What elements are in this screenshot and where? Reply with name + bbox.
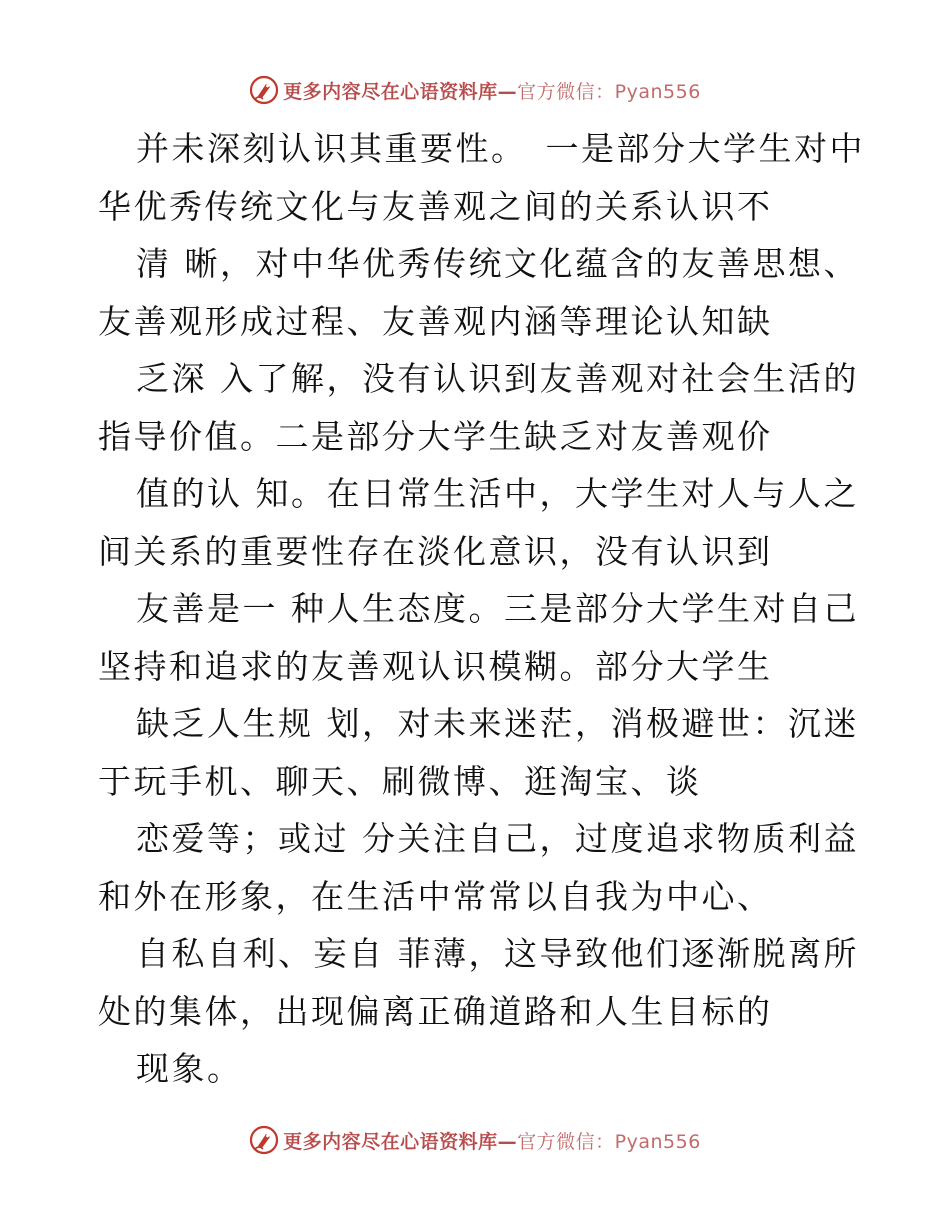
- body-line: 处的集体，出现偏离正确道路和人生目标的: [98, 991, 773, 1031]
- body-line: 和外在形象，在生活中常常以自我为中心、: [98, 876, 773, 916]
- pen-nib-logo-icon: [249, 1125, 279, 1155]
- body-line: 指导价值。二是部分大学生缺乏对友善观价: [98, 416, 773, 456]
- body-line: 现象。: [136, 1049, 243, 1088]
- body-line: 间关系的重要性存在淡化意识，没有认识到: [98, 531, 773, 571]
- body-line: 清 晰，对中华优秀传统文化蕴含的友善思想、: [136, 244, 859, 283]
- body-line: 友善观形成过程、友善观内涵等理论认知缺: [98, 301, 773, 341]
- body-line: 自私自利、妄自 菲薄，这导致他们逐渐脱离所: [136, 934, 859, 973]
- pen-nib-logo-icon: [249, 75, 279, 105]
- footer-brand: 更多内容尽在心语资料库—: [283, 1130, 518, 1153]
- body-line: 恋爱等；或过 分关注自己，过度追求物质利益: [136, 819, 859, 858]
- body-line: 乏深 入了解，没有认识到友善观对社会生活的: [136, 359, 859, 398]
- document-body: [0, 120, 950, 1098]
- body-line: 友善是一 种人生态度。三是部分大学生对自己: [136, 589, 859, 628]
- header-brand: 更多内容尽在心语资料库—: [283, 80, 518, 103]
- footer-contact: 官方微信：Pyan556: [517, 1130, 701, 1153]
- footer-banner: [0, 1122, 950, 1158]
- body-line: 于玩手机、聊天、刷微博、逛淘宝、谈: [98, 761, 702, 801]
- header-contact: 官方微信：Pyan556: [517, 80, 701, 103]
- footer-banner-text: [283, 1127, 701, 1154]
- header-banner: [0, 72, 950, 108]
- body-line: 缺乏人生规 划，对未来迷茫，消极避世：沉迷: [136, 704, 859, 743]
- body-line: 华优秀传统文化与友善观之间的关系认识不: [98, 186, 773, 226]
- body-line: 并未深刻认识其重要性。 一是部分大学生对中: [136, 129, 865, 168]
- body-line: 值的认 知。在日常生活中，大学生对人与人之: [136, 474, 859, 513]
- body-line: 坚持和追求的友善观认识模糊。部分大学生: [98, 646, 773, 686]
- header-banner-text: [283, 77, 701, 104]
